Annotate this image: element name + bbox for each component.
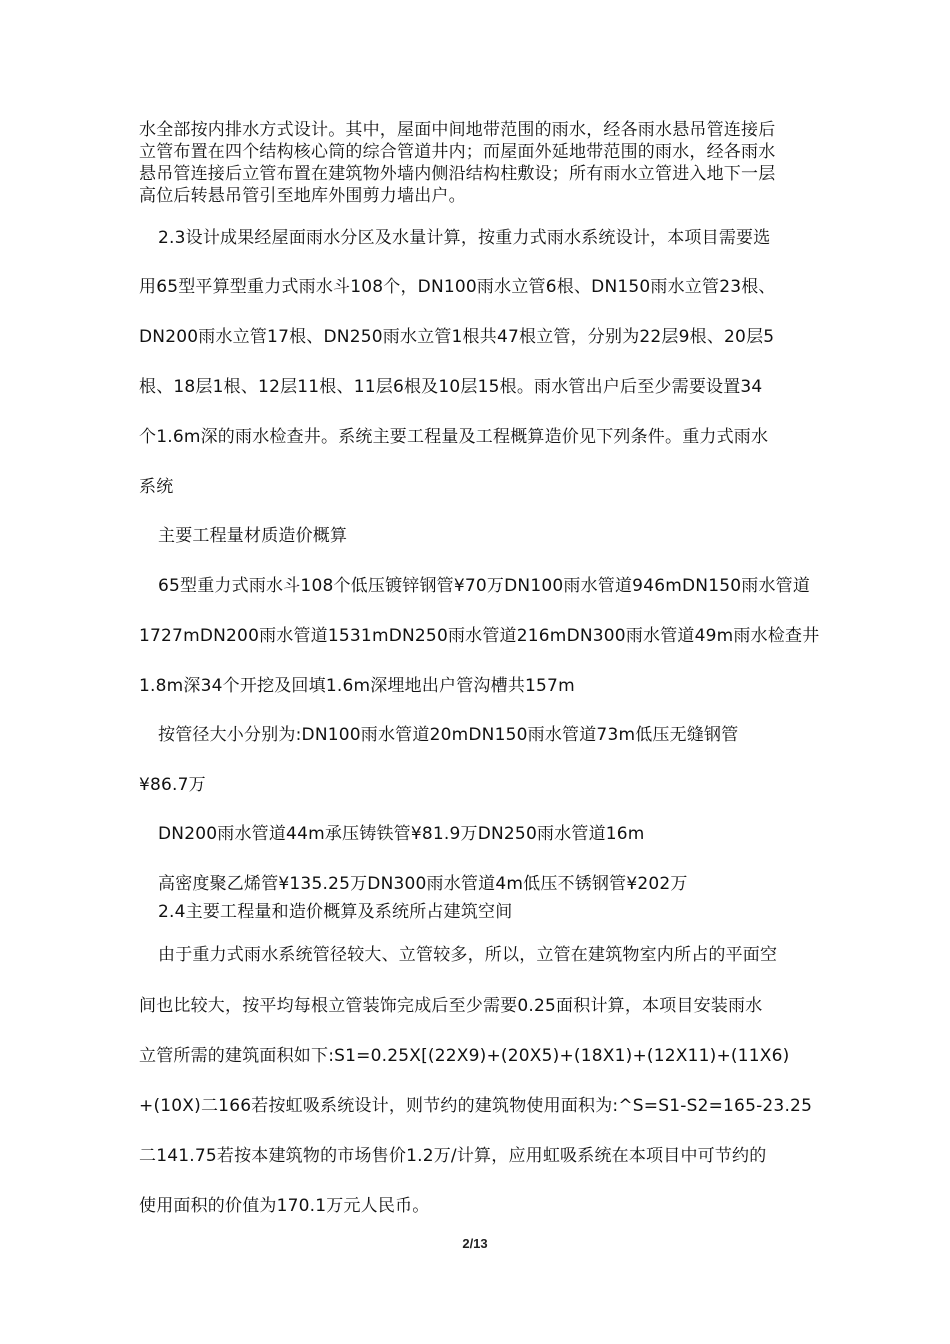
table-row-text: 65型重力式雨水斗108个低压镀锌钢管¥70万DN100雨水管道946mDN150雨水管道 <box>158 576 811 596</box>
paragraph-line: 立管所需的建筑面积如下:S1=0.25X[(22X9)+(20X5)+(18X1)+(12X11)+(11X6) <box>139 1046 790 1066</box>
paragraph-line: DN200雨水立管17根、DN250雨水立管1根共47根立管，分别为22层9根、20层5 <box>139 327 775 347</box>
paragraph-line: 根、18层1根、12层11根、11层6根及10层15根。雨水管出户后至少需要设置34 <box>139 377 763 397</box>
section-heading: 2.4主要工程量和造价概算及系统所占建筑空间 <box>158 902 513 922</box>
section-2-3-line: 2.3设计成果经屋面雨水分区及水量计算，按重力式雨水系统设计，本项目需要选 <box>158 228 771 248</box>
table-row-text: 1727mDN200雨水管道1531mDN250雨水管道216mDN300雨水管道49m雨水检查井 <box>139 626 820 646</box>
paragraph-line: 使用面积的价值为170.1万元人民币。 <box>139 1196 430 1216</box>
paragraph-line: 二141.75若按本建筑物的市场售价1.2万/计算，应用虹吸系统在本项目中可节约的 <box>139 1146 767 1166</box>
paragraph-line: +(10X)二166若按虹吸系统设计，则节约的建筑物使用面积为:^S=S1-S2=165-23.25 <box>139 1096 813 1116</box>
paragraph-line: 个1.6m深的雨水检查井。系统主要工程量及工程概算造价见下列条件。重力式雨水 <box>139 427 769 447</box>
table-row-text: 按管径大小分别为:DN100雨水管道20mDN150雨水管道73m低压无缝钢管 <box>158 725 739 745</box>
paragraph-line: 悬吊管连接后立管布置在建筑物外墙内侧沿结构柱敷设；所有雨水立管进入地下一层 <box>139 164 776 184</box>
paragraph-line: 水全部按内排水方式设计。其中，屋面中间地带范围的雨水，经各雨水悬吊管连接后 <box>139 120 776 140</box>
table-row-text: 1.8m深34个开挖及回填1.6m深埋地出户管沟槽共157m <box>139 676 575 696</box>
paragraph-line: 用65型平算型重力式雨水斗108个，DN100雨水立管6根、DN150雨水立管23根、 <box>139 277 776 297</box>
paragraph-line: 由于重力式雨水系统管径较大、立管较多，所以，立管在建筑物室内所占的平面空 <box>158 945 778 965</box>
table-row-text: 高密度聚乙烯管¥135.25万DN300雨水管道4m低压不锈钢管¥202万 <box>158 874 688 894</box>
table-heading: 主要工程量材质造价概算 <box>158 526 348 546</box>
paragraph-line: 高位后转悬吊管引至地库外围剪力墙出户。 <box>139 186 466 206</box>
page-number: 2/13 <box>462 1236 488 1251</box>
paragraph-line: 系统 <box>139 477 174 497</box>
paragraph-line: 立管布置在四个结构核心筒的综合管道井内；而屋面外延地带范围的雨水，经各雨水 <box>139 142 776 162</box>
table-row-text: ¥86.7万 <box>139 775 206 795</box>
table-row-text: DN200雨水管道44m承压铸铁管¥81.9万DN250雨水管道16m <box>158 824 645 844</box>
paragraph-line: 间也比较大，按平均每根立管装饰完成后至少需要0.25面积计算，本项目安装雨水 <box>139 996 763 1016</box>
